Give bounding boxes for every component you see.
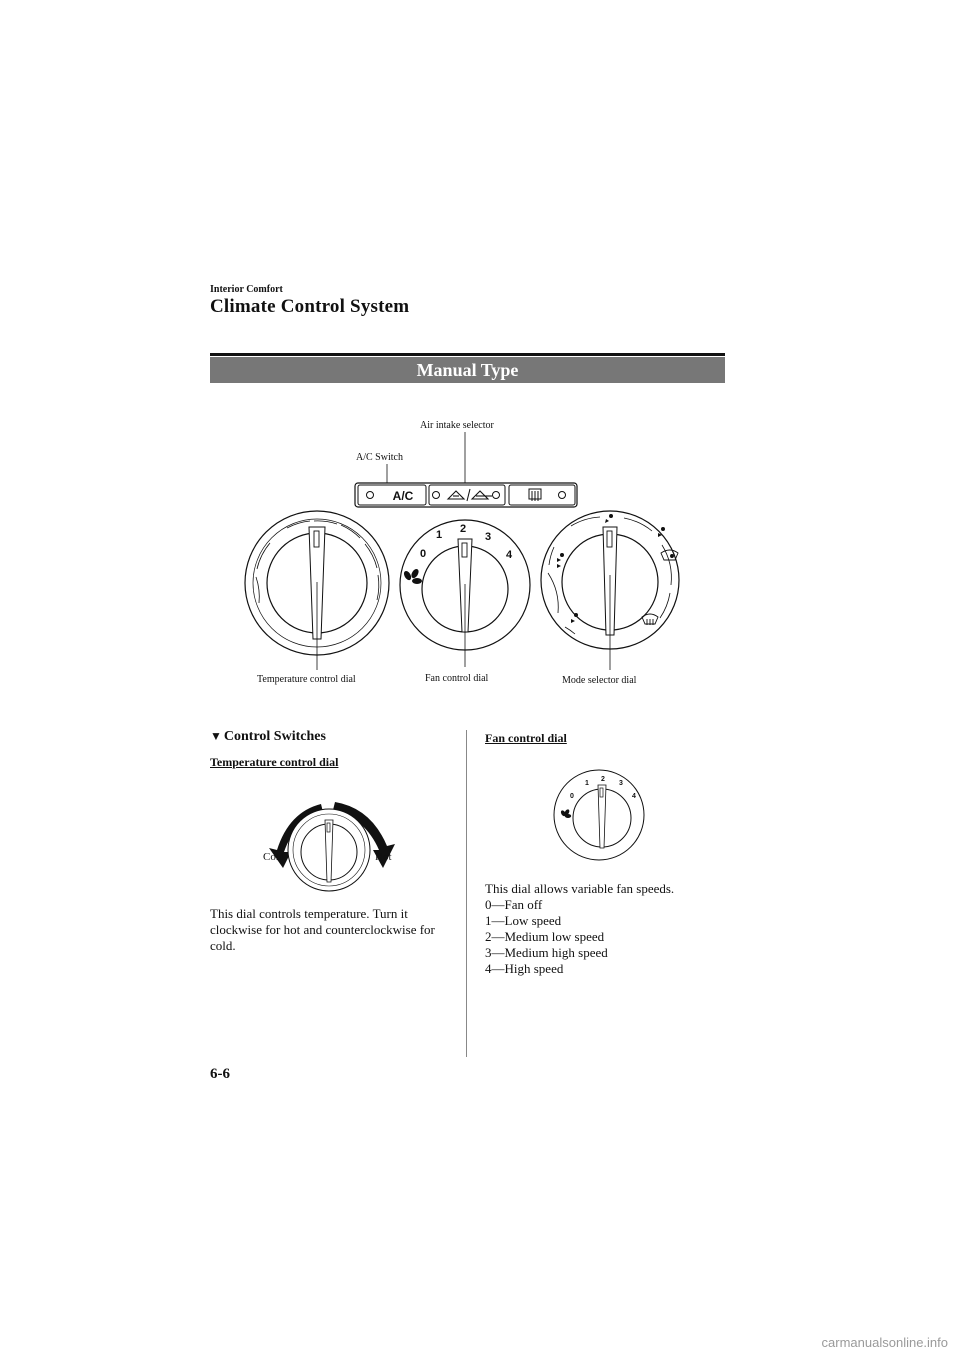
switch-bar	[355, 483, 577, 507]
column-divider	[466, 730, 467, 1057]
fan-dial-number-1: 1	[436, 529, 443, 541]
ac-switch-button[interactable]	[358, 485, 426, 505]
temperature-dial-heading: Temperature control dial	[210, 755, 339, 769]
page-number: 6-6	[210, 1066, 230, 1082]
air-intake-selector-button[interactable]	[429, 485, 505, 505]
temperature-dial-figure	[255, 790, 415, 895]
climate-panel-figure	[210, 405, 725, 695]
fan-dial-figure	[548, 768, 650, 862]
fan-dial-heading: Fan control dial	[485, 731, 567, 745]
page-title: Climate Control System	[210, 296, 410, 317]
fan-dial-number-3: 3	[485, 531, 492, 543]
fan-dial-number-4: 4	[506, 549, 513, 561]
small-fan-number-2: 2	[601, 776, 605, 783]
fan-dial-number-0: 0	[420, 548, 427, 560]
fan-speed-list	[485, 897, 608, 977]
small-fan-number-3: 3	[619, 780, 623, 787]
fan-speed-item: 2―Medium low speed	[485, 929, 605, 944]
fan-speed-item: 0―Fan off	[485, 897, 543, 912]
small-fan-number-0: 0	[570, 793, 574, 800]
fan-speed-item: 4―High speed	[485, 961, 564, 976]
control-switches-heading-text: Control Switches	[223, 729, 326, 744]
fan-dial-intro: This dial allows variable fan speeds.	[485, 881, 675, 896]
watermark: carmanualsonline.info	[821, 1335, 948, 1350]
callout-temperature-dial: Temperature control dial	[257, 674, 356, 685]
rear-defroster-button[interactable]	[509, 485, 575, 505]
small-fan-number-4: 4	[632, 793, 636, 800]
triangle-down-icon: ▼	[210, 729, 222, 743]
hot-label: Hot	[375, 851, 392, 863]
temperature-dial-description: This dial controls temperature. Turn it clockwise for hot and counterclockwise for cold.	[210, 906, 435, 953]
title-rule	[210, 353, 725, 356]
fan-speed-item: 1―Low speed	[485, 913, 562, 928]
fan-dial-number-2: 2	[460, 523, 467, 535]
cold-label: Cold	[263, 851, 285, 863]
fan-speed-item: 3―Medium high speed	[485, 945, 608, 960]
callout-air-intake: Air intake selector	[420, 420, 494, 431]
ac-label: A/C	[392, 489, 414, 503]
control-switches-heading	[210, 729, 326, 745]
callout-fan-dial: Fan control dial	[425, 673, 489, 684]
callout-ac-switch: A/C Switch	[356, 452, 403, 463]
small-fan-number-1: 1	[585, 780, 589, 787]
section-label: Interior Comfort	[210, 284, 283, 295]
callout-mode-dial: Mode selector dial	[562, 675, 637, 686]
section-banner: Manual Type	[210, 357, 725, 383]
